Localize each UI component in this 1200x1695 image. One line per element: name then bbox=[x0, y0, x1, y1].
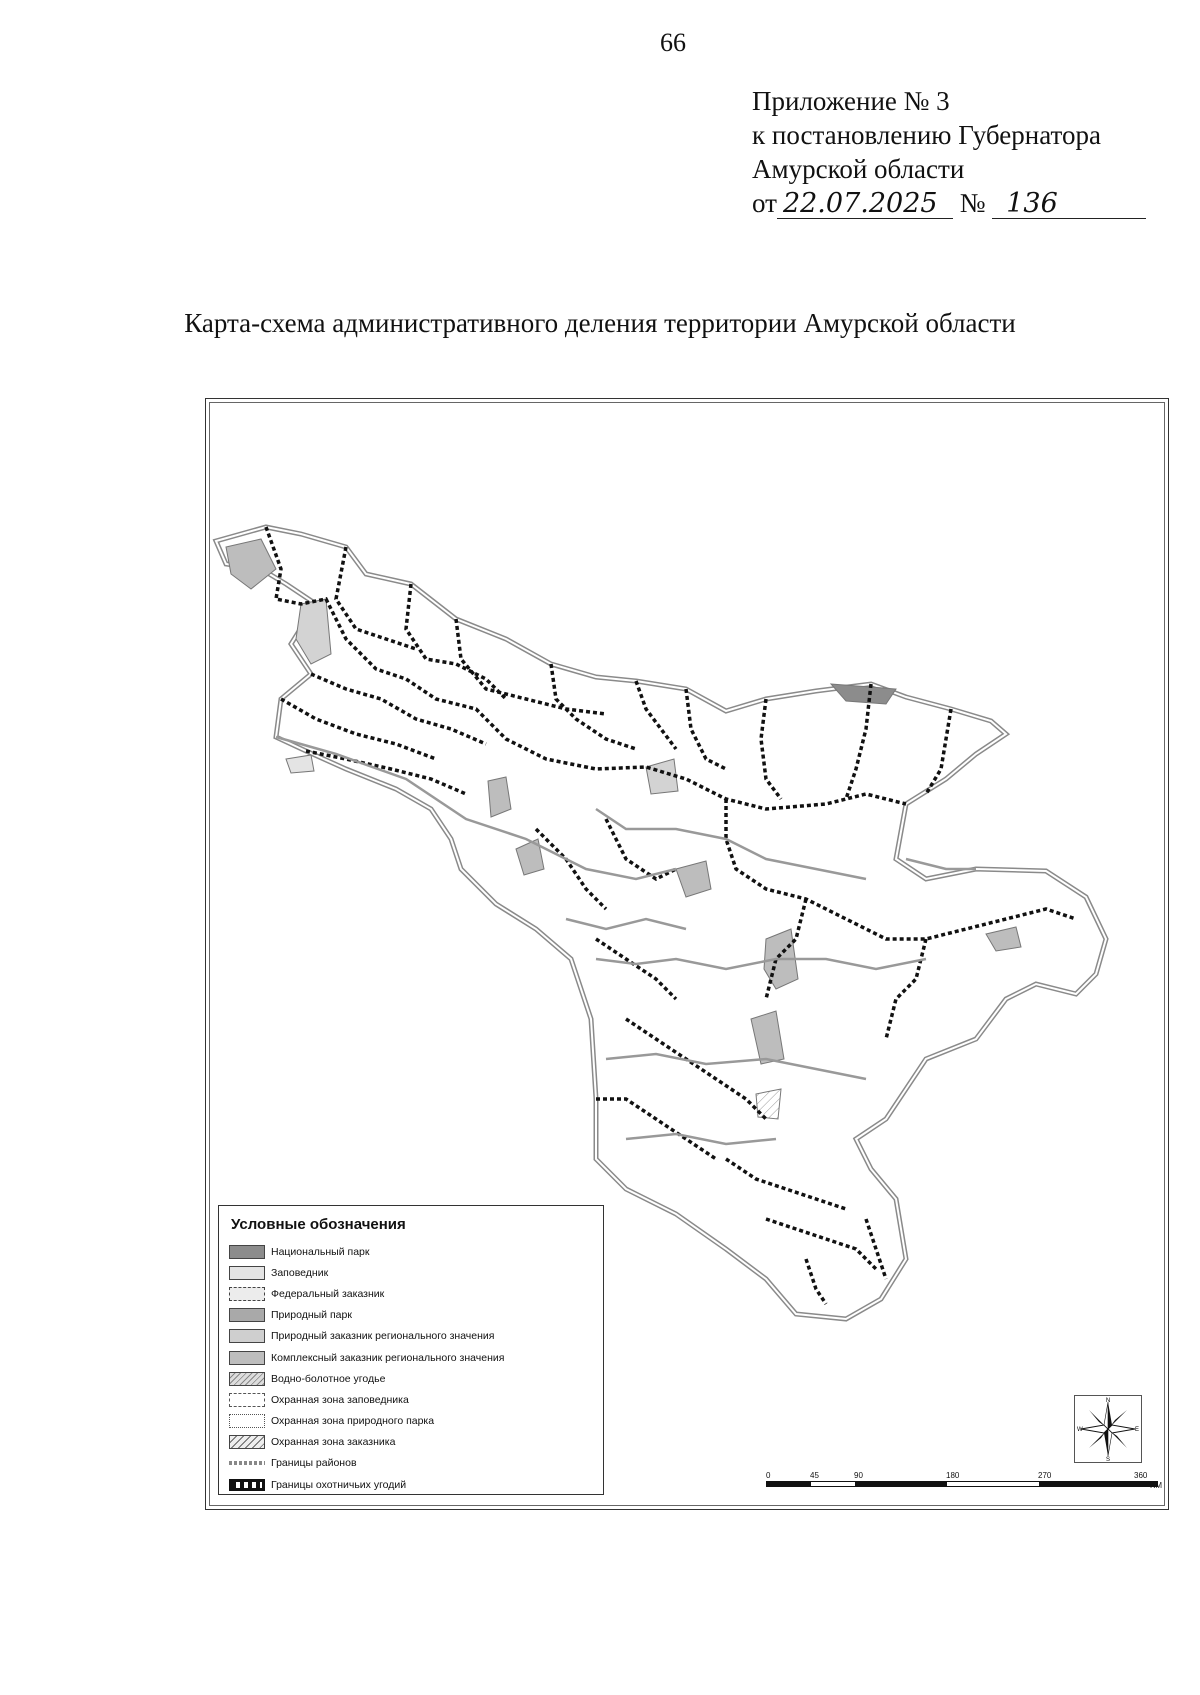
legend-label: Охранная зона заповедника bbox=[271, 1393, 409, 1406]
legend-label: Границы районов bbox=[271, 1457, 357, 1470]
swatch-nature-park bbox=[229, 1308, 265, 1322]
appendix-header bbox=[752, 84, 1146, 220]
scale-tick: 0 bbox=[766, 1471, 771, 1480]
swatch-national-park bbox=[229, 1245, 265, 1259]
map-title: Карта-схема административного деления территории Амурской области bbox=[184, 308, 1016, 338]
legend-item bbox=[229, 1305, 593, 1326]
legend-item bbox=[229, 1411, 593, 1432]
from-prefix: от bbox=[752, 188, 777, 218]
legend-label: Федеральный заказник bbox=[271, 1287, 385, 1300]
swatch-hunting-border bbox=[229, 1479, 265, 1491]
scale-tick: 90 bbox=[854, 1471, 863, 1480]
map-legend bbox=[218, 1205, 604, 1495]
legend-label: Природный парк bbox=[271, 1309, 352, 1322]
legend-label: Заповедник bbox=[271, 1266, 329, 1279]
district-boundaries bbox=[276, 737, 976, 1144]
compass-n: N bbox=[1105, 1398, 1111, 1404]
legend-item bbox=[229, 1283, 593, 1304]
legend-item bbox=[229, 1389, 593, 1410]
swatch-reserve bbox=[229, 1266, 265, 1280]
scale-ticks bbox=[766, 1471, 1158, 1481]
scale-tick: 180 bbox=[946, 1471, 960, 1480]
swatch-regional-sanctuary bbox=[229, 1329, 265, 1343]
legend-item bbox=[229, 1262, 593, 1283]
legend-title: Условные обозначения bbox=[231, 1216, 406, 1233]
swatch-district-border bbox=[229, 1461, 265, 1465]
scale-segments bbox=[766, 1481, 1158, 1487]
scale-tick: 270 bbox=[1038, 1471, 1052, 1480]
compass-rose-icon bbox=[1074, 1395, 1142, 1463]
compass-e: E bbox=[1134, 1427, 1139, 1433]
appendix-decree: к постановлению Губернатора bbox=[752, 120, 1101, 150]
scale-tick: 45 bbox=[810, 1471, 819, 1480]
appendix-date-line bbox=[752, 186, 1146, 220]
legend-label: Комплексный заказник регионального значения bbox=[271, 1351, 505, 1364]
region-outline bbox=[216, 527, 1106, 1322]
legend-label: Национальный парк bbox=[271, 1245, 370, 1258]
appendix-region: Амурской области bbox=[752, 154, 965, 184]
legend-item bbox=[229, 1432, 593, 1453]
compass-w: W bbox=[1077, 1427, 1083, 1433]
handwritten-number: 136 bbox=[992, 190, 1146, 219]
handwritten-date: 22.07.2025 bbox=[777, 190, 953, 219]
swatch-wetland bbox=[229, 1372, 265, 1386]
swatch-reserve-buffer bbox=[229, 1393, 265, 1407]
legend-item bbox=[229, 1326, 593, 1347]
scale-unit: KM bbox=[1150, 1481, 1162, 1490]
swatch-park-buffer bbox=[229, 1414, 265, 1428]
compass-s: S bbox=[1105, 1457, 1111, 1462]
swatch-sanctuary-buffer bbox=[229, 1435, 265, 1449]
region-map bbox=[206, 399, 1170, 1511]
legend-item bbox=[229, 1453, 593, 1474]
legend-item bbox=[229, 1347, 593, 1368]
number-sign: № bbox=[959, 188, 986, 218]
legend-label: Охранная зона природного парка bbox=[271, 1415, 435, 1428]
legend-label: Природный заказник регионального значения bbox=[271, 1330, 495, 1343]
swatch-complex-sanctuary bbox=[229, 1351, 265, 1365]
protected-areas bbox=[226, 539, 1021, 1119]
appendix-title: Приложение № 3 bbox=[752, 86, 950, 116]
legend-label: Водно-болотное угодье bbox=[271, 1372, 386, 1385]
legend-item bbox=[229, 1368, 593, 1389]
legend-label: Охранная зона заказника bbox=[271, 1436, 396, 1449]
page-number: 66 bbox=[660, 28, 686, 57]
swatch-federal-sanctuary bbox=[229, 1287, 265, 1301]
scale-tick: 360 bbox=[1134, 1471, 1148, 1480]
scale-bar bbox=[766, 1471, 1162, 1490]
legend-label: Границы охотничьих угодий bbox=[271, 1478, 407, 1491]
hunting-boundaries bbox=[266, 527, 1076, 1304]
legend-item bbox=[229, 1474, 593, 1495]
map-frame bbox=[205, 398, 1169, 1510]
legend-item bbox=[229, 1241, 593, 1262]
